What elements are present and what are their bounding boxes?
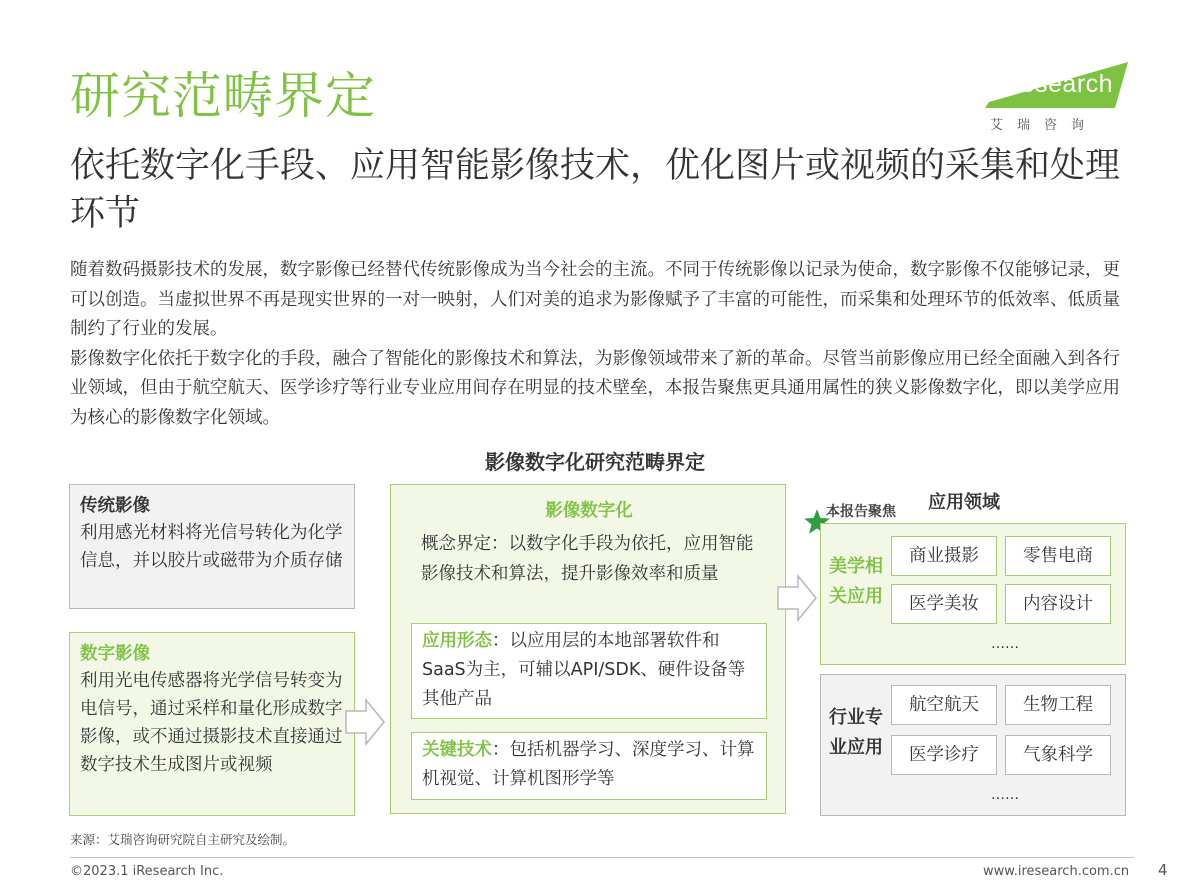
app-cell: 气象科学 [1005, 735, 1111, 775]
key-technology-text: ：包括机器学习、深度学习、计算机视觉、计算机图形学等 [422, 740, 755, 789]
footer-divider [70, 857, 1134, 858]
app-cell: 商业摄影 [891, 536, 997, 576]
traditional-image-box [69, 484, 355, 609]
page-subtitle: 依托数字化手段、应用智能影像技术，优化图片或视频的采集和处理环节 [70, 146, 1121, 234]
key-technology-label: 关键技术 [422, 740, 492, 760]
digital-image-box [69, 632, 355, 816]
industry-applications-label: 行业专业应用 [829, 707, 883, 758]
logo-chinese: 艾瑞咨询 [990, 118, 1099, 133]
digital-text: 利用光电传感器将光学信号转变为电信号，通过采样和量化形成数字影像，或不通过摄影技术直接通过数字技术生成图片或视频 [80, 671, 343, 775]
application-form-box [411, 623, 767, 719]
app-cell: 医学诊疗 [891, 735, 997, 775]
application-form-label: 应用形态 [422, 631, 492, 651]
aesthetic-applications-label: 美学相关应用 [829, 556, 883, 607]
arrow-right-icon [344, 698, 386, 746]
key-technology-box [411, 732, 767, 800]
diagram-title: 影像数字化研究范畴界定 [485, 450, 705, 474]
aesthetic-applications-box [820, 523, 1126, 665]
center-heading: 影像数字化 [545, 501, 633, 521]
app-cell: 内容设计 [1005, 584, 1111, 624]
source-note: 来源：艾瑞咨询研究院自主研究及绘制。 [70, 832, 296, 847]
body-paragraph-2: 影像数字化依托于数字化的手段，融合了智能化的影像技术和算法，为影像领域带来了新的革命。尽管当前影像应用已经全面融入到各行业领域，但由于航空航天、医学诊疗等行业专业应用间存在明显的技术壁垒，本报告聚焦更具通用属性的狭义影像数字化，即以美学应用为核心的影像数字化领域。 [70, 348, 1120, 428]
page-number: 4 [1158, 861, 1168, 879]
app-cell: 航空航天 [891, 685, 997, 725]
concept-definition: 概念界定：以数字化手段为依托，应用智能影像技术和算法，提升影像效率和质量 [421, 534, 754, 584]
app-cell: 生物工程 [1005, 685, 1111, 725]
website-link[interactable]: www.iresearch.com.cn [983, 864, 1130, 879]
arrow-right-icon [776, 574, 818, 622]
applications-title: 应用领域 [928, 492, 1000, 513]
traditional-heading: 传统影像 [80, 496, 150, 516]
report-focus-label: 本报告聚焦 [826, 504, 896, 520]
image-digitization-box [390, 484, 786, 814]
more-ellipsis: …… [991, 787, 1019, 803]
page-title: 研究范畴界定 [70, 67, 376, 125]
body-paragraph-1: 随着数码摄影技术的发展，数字影像已经替代传统影像成为当今社会的主流。不同于传统影像以记录为使命，数字影像不仅能够记录，更可以创造。当虚拟世界不再是现实世界的一对一映射，人们对美的追求为影像赋予了丰富的可能性，而采集和处理环节的低效率、低质量制约了行业的发展。 [70, 260, 1120, 339]
logo-wordmark: iResearch [996, 70, 1114, 98]
digital-heading: 数字影像 [80, 644, 150, 664]
app-cell: 医学美妆 [891, 584, 997, 624]
traditional-text: 利用感光材料将光信号转化为化学信息，并以胶片或磁带为介质存储 [80, 523, 343, 571]
more-ellipsis: …… [991, 636, 1019, 652]
industry-applications-box [820, 674, 1126, 816]
copyright: ©2023.1 iResearch Inc. [70, 864, 224, 879]
app-cell: 零售电商 [1005, 536, 1111, 576]
application-form-text: ：以应用层的本地部署软件和SaaS为主，可辅以API/SDK、硬件设备等其他产品 [422, 631, 746, 709]
body-text [70, 256, 1132, 433]
